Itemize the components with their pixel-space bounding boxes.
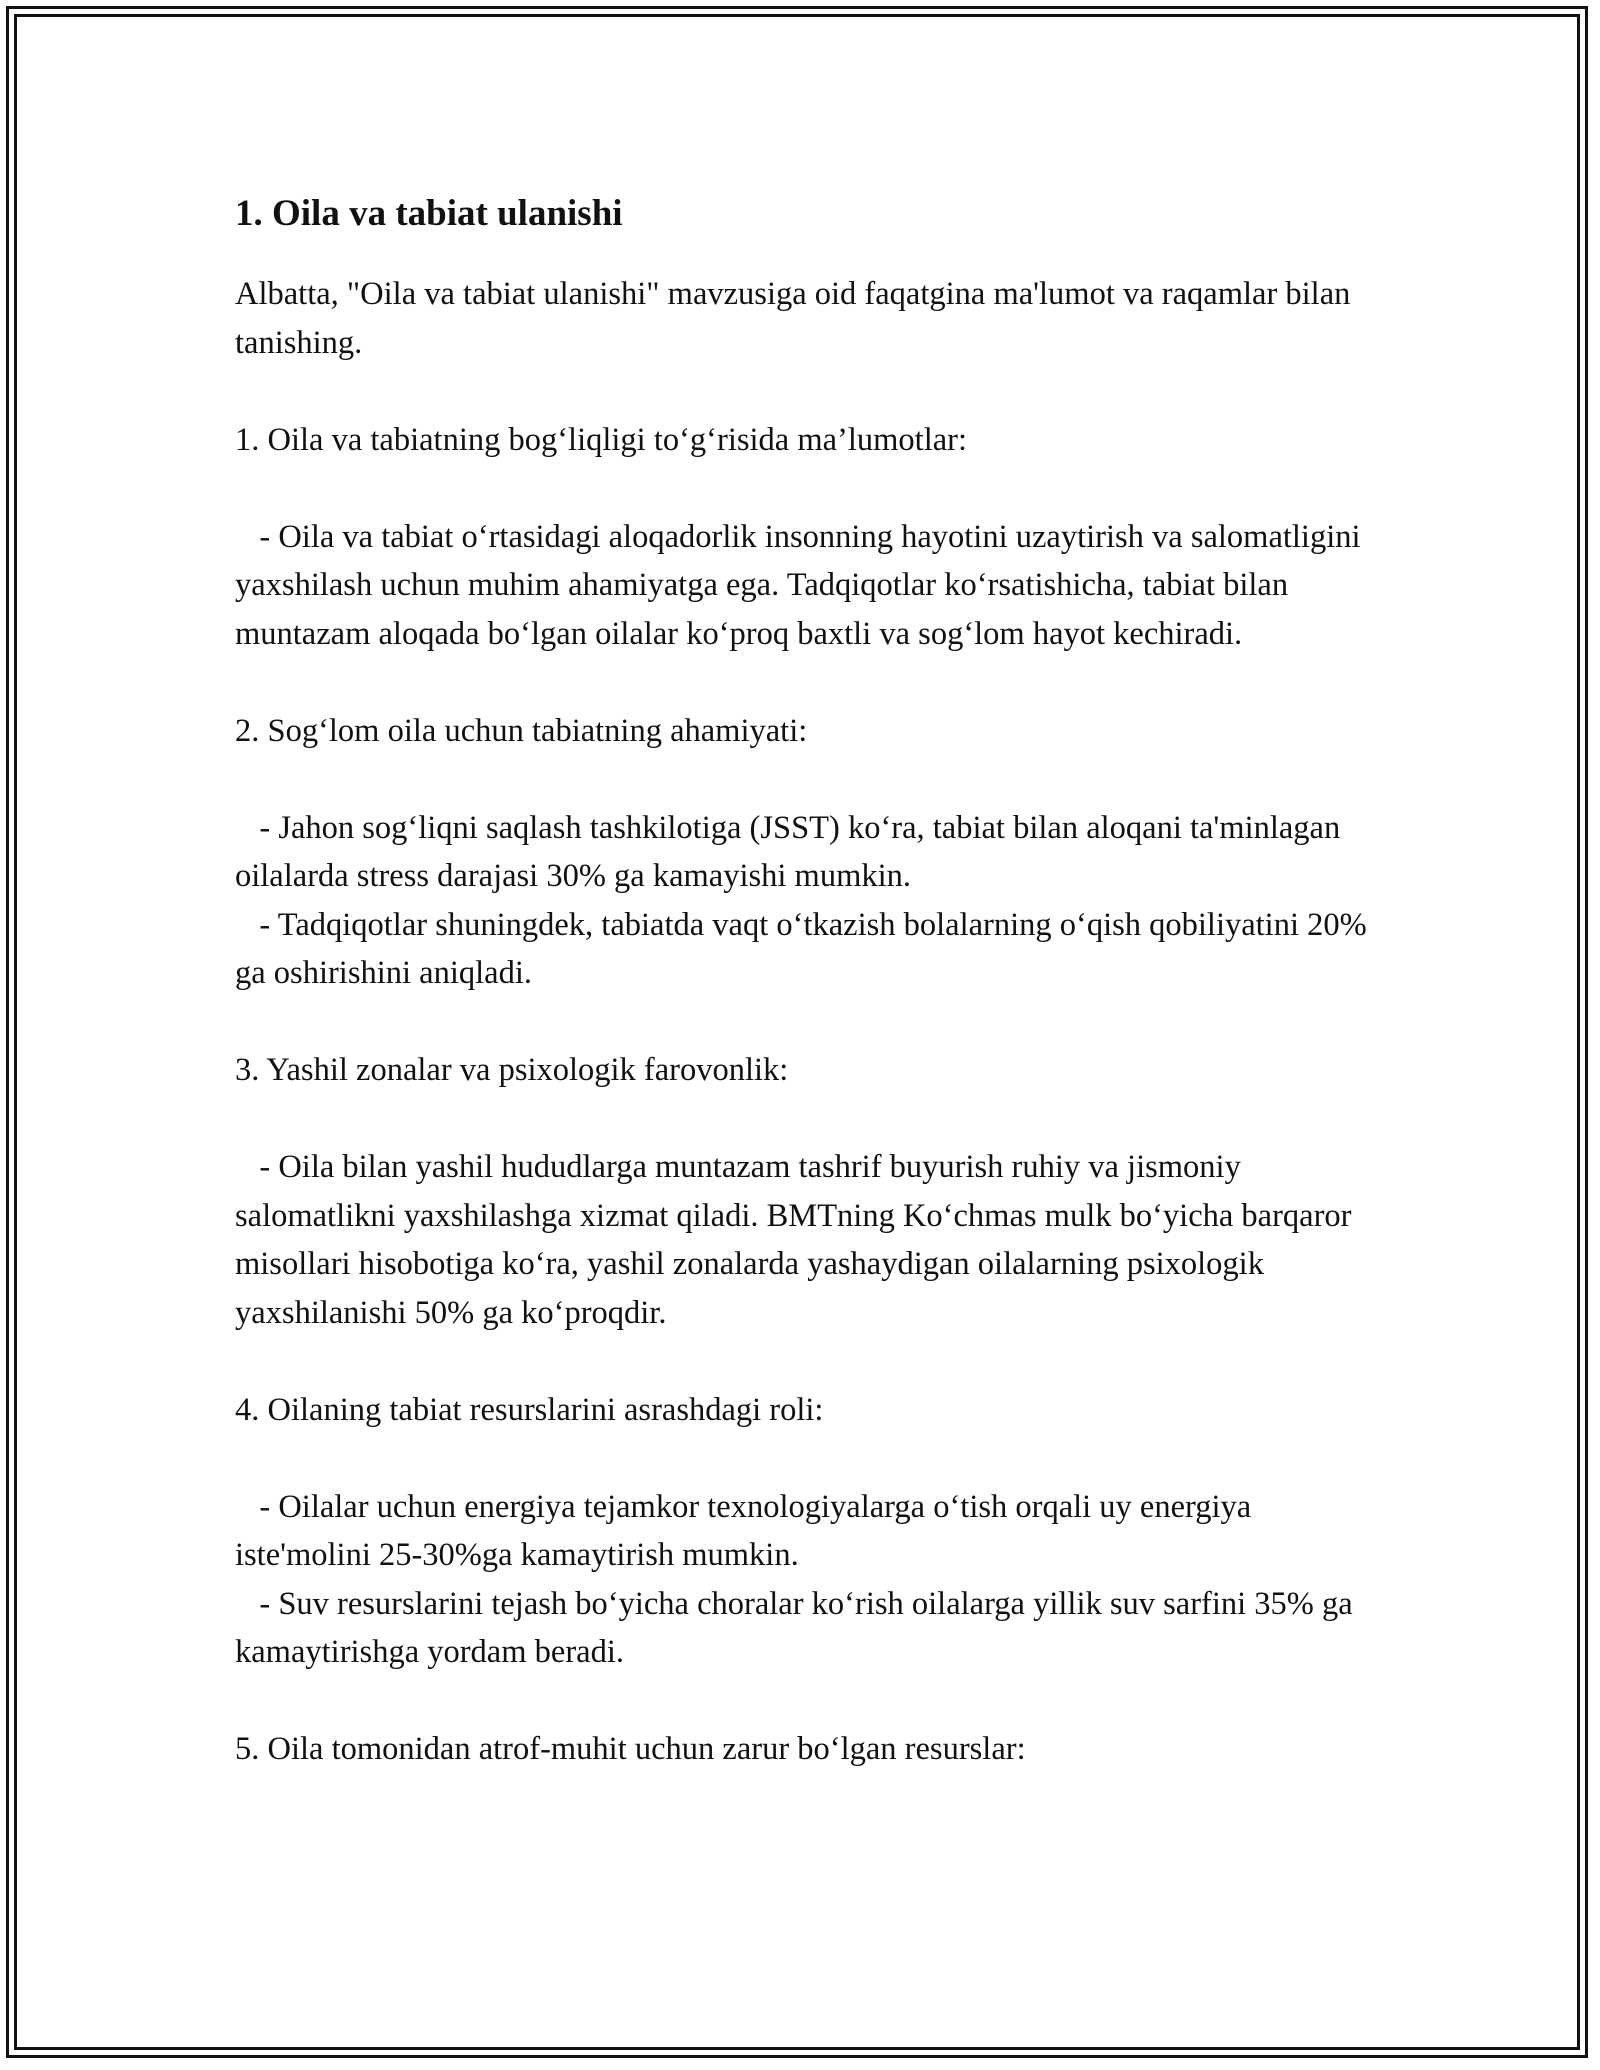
paragraph-gap bbox=[235, 658, 1375, 707]
document-body bbox=[235, 186, 1375, 1774]
section-heading-4: 4. Oilaning tabiat resurslarini asrashdagi roli: bbox=[235, 1391, 824, 1428]
section-body-1: - Oila va tabiat o‘rtasidagi aloqadorlik insonning hayotini uzaytirish va salomatligini yaxshilash uchun muhim ahamiyatga ega. Tadqiqotlar ko‘rsatishicha, tabiat bilan muntazam aloqada bo‘lgan oilalar ko‘proq baxtli va sog‘lom hayot kechiradi. bbox=[235, 518, 1369, 652]
paragraph-gap bbox=[235, 1095, 1375, 1144]
section-heading-3: 3. Yashil zonalar va psixologik farovonlik: bbox=[235, 1052, 789, 1088]
section-body-2: - Jahon sog‘liqni saqlash tashkilotiga (JSST) ko‘ra, tabiat bilan aloqani ta'minlagan oilalarda stress darajasi 30% ga kamayishi mumkin. - Tadqiqotlar shuningdek, tabiatda vaqt o‘tkazish bolalarning o‘qish qobiliyatini 20% ga oshirishini aniqladi. bbox=[235, 809, 1367, 991]
intro-paragraph: Albatta, "Oila va tabiat ulanishi" mavzusiga oid faqatgina ma'lumot va raqamlar bilan tanishing. bbox=[235, 276, 1359, 361]
section-body-3: - Oila bilan yashil hududlarga muntazam tashrif buyurish ruhiy va jismoniy salomatlikni yaxshilashga xizmat qiladi. BMTning Ko‘chmas mulk bo‘yicha barqaror misollari hisobotiga ko‘ra, yashil zonalarda yashaydigan oilalarning psixologik yaxshilanishi 50% ga ko‘proqdir. bbox=[235, 1149, 1360, 1331]
section-heading-1: 1. Oila va tabiatning bog‘liqligi to‘g‘risida ma’lumotlar: bbox=[235, 421, 967, 458]
paragraph-gap bbox=[235, 1337, 1375, 1386]
section-heading-2: 2. Sog‘lom oila uchun tabiatning ahamiyati: bbox=[235, 712, 808, 749]
paragraph-gap bbox=[235, 464, 1375, 513]
paragraph-gap bbox=[235, 1677, 1375, 1726]
paragraph-gap bbox=[235, 998, 1375, 1047]
paragraph-gap bbox=[235, 755, 1375, 804]
section-heading-5: 5. Oila tomonidan atrof-muhit uchun zarur bo‘lgan resurslar: bbox=[235, 1731, 1026, 1767]
document-title: 1. Oila va tabiat ulanishi bbox=[235, 193, 623, 234]
paragraph-gap bbox=[235, 367, 1375, 416]
paragraph-gap bbox=[235, 1434, 1375, 1483]
section-body-4: - Oilalar uchun energiya tejamkor texnologiyalarga o‘tish orqali uy energiya iste'molini 25-30%ga kamaytirish mumkin. - Suv resurslarini tejash bo‘yicha choralar ko‘rish oilalarga yillik suv sarfini 35% ga kamaytirishga yordam beradi. bbox=[235, 1488, 1353, 1670]
